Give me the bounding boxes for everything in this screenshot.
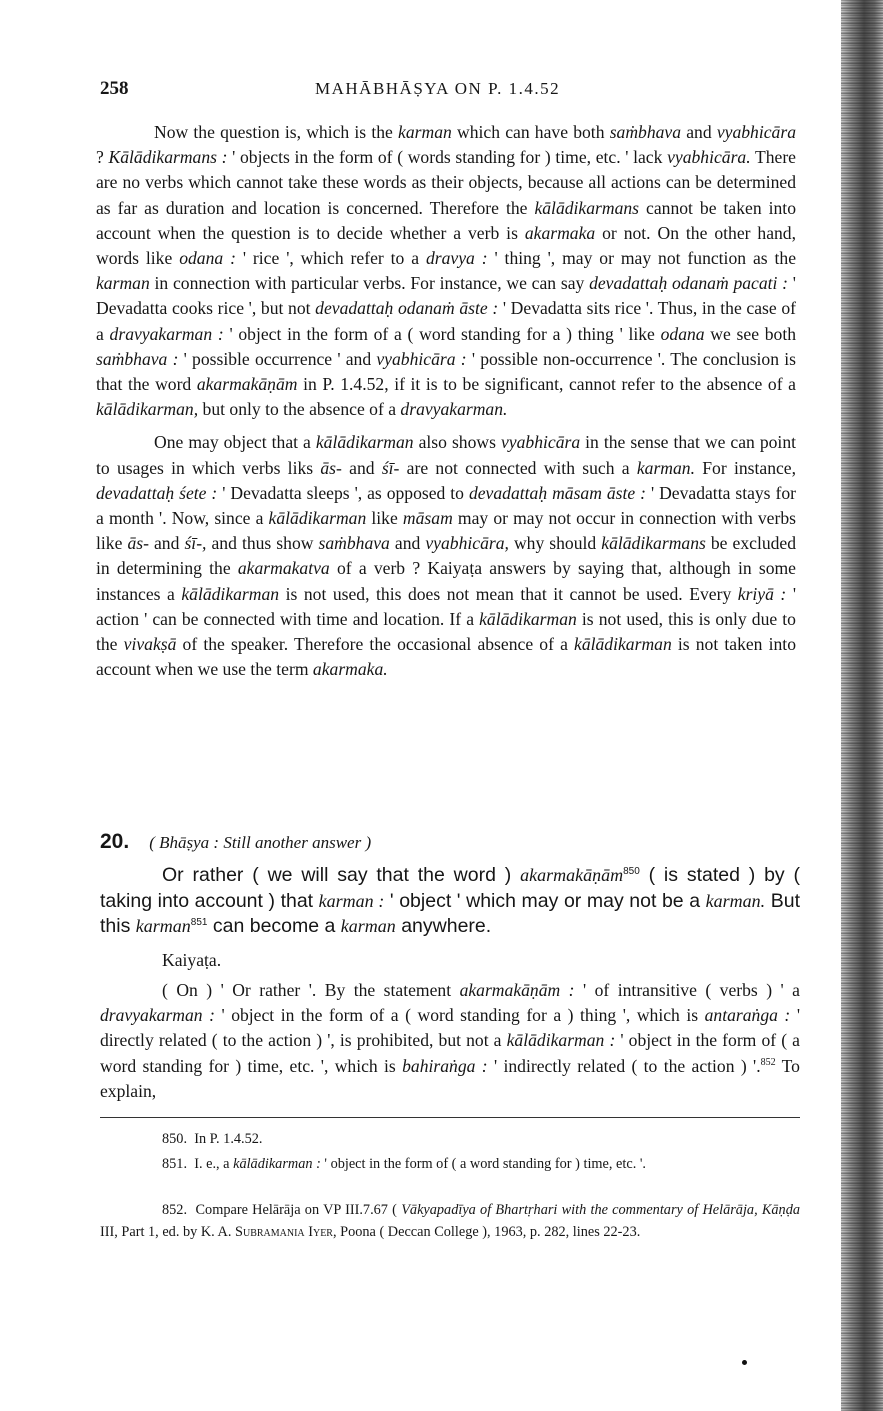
- footnote-number: 852.: [162, 1202, 188, 1218]
- term: kālādikarmans: [601, 533, 706, 554]
- term: devadattaḥ māsam āste :: [468, 482, 647, 503]
- term: saṁbhava: [609, 122, 682, 142]
- text-run: ( On ) ' Or rather '. By the statement: [162, 980, 460, 1000]
- section-heading: [100, 830, 800, 860]
- ink-speck: [742, 1360, 747, 1365]
- term: bahiraṅga :: [402, 1055, 488, 1076]
- text-run: and: [148, 533, 185, 554]
- text-run: ' possible non-occurrence '. The conclusion is that the word: [96, 348, 796, 395]
- term: saṁbhava: [318, 533, 390, 554]
- term: dravya :: [425, 248, 488, 269]
- term: ās-: [127, 533, 149, 554]
- term: karman: [398, 122, 452, 142]
- page-header: [100, 78, 800, 102]
- text-run: To explain,: [100, 1055, 800, 1101]
- term: kālādikarman: [574, 634, 672, 655]
- footnote-number: 851.: [162, 1156, 188, 1172]
- term: karman: [96, 273, 150, 294]
- text-run: of a verb ? Kaiyaṭa answers by saying that, although in some instances a: [96, 558, 796, 604]
- author-name: Subramania Iyer: [235, 1224, 333, 1240]
- term: kālādikarmans: [534, 197, 640, 218]
- term: māsam: [402, 508, 453, 529]
- term: vyabhicāra: [500, 432, 581, 453]
- term: karman.: [705, 890, 766, 911]
- text-run: ' rice ', which refer to a: [235, 248, 426, 269]
- term: kālādikarman: [268, 508, 367, 529]
- text-run: ' object in the form of a ( word standing for a ) thing ', which is: [214, 1005, 705, 1026]
- text-run: is not taken into account when we use the term: [96, 634, 796, 680]
- text-run: in the sense that we can point to usages in which verbs liks: [96, 432, 797, 478]
- text-run: can become a: [207, 915, 341, 937]
- text-run: be excluded in determining the: [96, 533, 797, 579]
- text-run: but only to the absence of a: [198, 399, 401, 420]
- term: vyabhicāra.: [667, 147, 751, 168]
- term: akarmakāṇām: [520, 865, 624, 885]
- section-number: 20.: [100, 830, 130, 853]
- term: vyabhicāra :: [376, 348, 467, 369]
- text-run: ' action ' can be connected with time and location. If a: [96, 583, 796, 629]
- term: odana: [660, 323, 705, 344]
- text-run: ' object in the form of a ( word standing for a ) thing ' like: [223, 323, 661, 344]
- text-run: and: [681, 122, 717, 142]
- text-run: are not connected with such a: [399, 457, 637, 478]
- text-run: There are no verbs which cannot take these words as their objects, because all actions can be determined as far as duration and location is concerned. Therefore the: [96, 147, 796, 218]
- kaiyata-text: [100, 978, 800, 1104]
- term: kālādikarman :: [506, 1030, 616, 1051]
- term: kālādikarman: [315, 432, 414, 453]
- text-run: or not. On the other hand, words like: [96, 222, 797, 269]
- text-run: why should: [508, 533, 602, 554]
- term: vyabhicāra: [716, 122, 796, 142]
- text-run: Now the question is, which is the: [154, 122, 399, 142]
- term: akarmaka.: [312, 659, 388, 680]
- bhasya-text: [100, 863, 800, 940]
- term: karman :: [318, 890, 385, 911]
- footnote-ref: 850: [623, 866, 640, 877]
- book-spine-shadow: [841, 0, 883, 1411]
- text-run: cannot be taken into account when the question is to decide whether a verb is: [96, 197, 796, 243]
- text-run: ' possible occurrence ' and: [178, 348, 377, 369]
- text-run: ' object in the form of ( a word standing for ) time, etc. ', which is: [100, 1030, 800, 1076]
- term: vivakṣā: [123, 634, 177, 655]
- footnote-number: 850.: [162, 1131, 188, 1147]
- term: devadattaḥ śete :: [96, 482, 218, 503]
- footnote-ref: 852: [760, 1056, 776, 1068]
- footnote-text: III, Part 1, ed. by K. A.: [100, 1224, 236, 1240]
- text-run: ' Devadatta cooks rice ', but not: [96, 273, 796, 319]
- term: akarmaka: [524, 222, 596, 243]
- text-run: is not used, this is only due to the: [96, 608, 796, 655]
- term: antaraṅga :: [704, 1005, 791, 1026]
- text-run: may or may not occur in connection with verbs like: [96, 508, 796, 554]
- paragraph-2: [96, 430, 796, 682]
- term: kālādikarman: [181, 583, 280, 604]
- term: vyabhicāra,: [425, 533, 509, 554]
- term: dravyakarman.: [400, 399, 508, 420]
- text-run: like: [366, 508, 403, 529]
- footnote-850: [100, 1128, 800, 1150]
- page-number: 258: [100, 78, 129, 99]
- footnote-ref: 851: [190, 917, 208, 928]
- text-run: in P. 1.4.52, if it is to be significant, cannot refer to the absence of a: [297, 374, 796, 395]
- term: karman.: [636, 457, 695, 478]
- term: devadattaḥ odanaṁ āste :: [315, 298, 499, 319]
- paragraph-1: [96, 120, 796, 422]
- text-run: ' Devadatta sits rice '. Thus, in the case of a: [96, 298, 796, 344]
- term: akarmakāṇām: [196, 374, 298, 395]
- footnote-divider: [100, 1117, 800, 1118]
- text-run: ' objects in the form of ( words standing for ) time, etc. ' lack: [227, 147, 668, 168]
- term: akarmakatva: [237, 558, 330, 579]
- running-head: MAHĀBHĀṢYA ON P. 1.4.52: [315, 79, 561, 98]
- footnote-text: ' object in the form of ( a word standing for ) time, etc. '.: [320, 1156, 646, 1172]
- text-run: ' Devadatta stays for a month '. Now, since a: [96, 482, 796, 529]
- footnote-text: Compare Helārāja on VP III.7.67 (: [195, 1202, 402, 1218]
- term: kriyā :: [737, 583, 787, 604]
- footnote-852: [100, 1199, 800, 1243]
- text-run: and thus show: [206, 533, 319, 554]
- text-run: is not used, this does not mean that it cannot be used. Every: [279, 583, 738, 604]
- text-run: and: [341, 457, 382, 478]
- term: dravyakarman :: [109, 323, 224, 344]
- text-run: One may object that a: [154, 432, 316, 453]
- text-run: Or rather ( we will say that the word ): [162, 864, 521, 886]
- kaiyata-label: Kaiyaṭa.: [162, 950, 222, 970]
- book-title: Vākyapadīya of Bhartṛhari with the commentary of Helārāja, Kāṇḍa: [401, 1202, 801, 1218]
- term: Kālādikarmans :: [108, 147, 228, 168]
- text-run: of the speaker. Therefore the occasional absence of a: [176, 634, 575, 655]
- text-run: which can have both: [451, 122, 610, 142]
- text-run: ' directly related ( to the action ) ', is prohibited, but not a: [100, 1005, 800, 1051]
- term: śī-: [381, 457, 400, 478]
- term: akarmakāṇām :: [459, 980, 575, 1000]
- footnote-text: , Poona ( Deccan College ), 1963, p. 282, lines 22-23.: [332, 1224, 641, 1240]
- text-run: ?: [96, 147, 109, 168]
- text-run: ' Devadatta sleeps ', as opposed to: [217, 482, 469, 503]
- term: karman: [340, 916, 396, 936]
- text-run: ( is stated ) by ( taking into account ) that: [100, 864, 800, 912]
- text-run: in connection with particular verbs. For instance, we can say: [149, 273, 590, 294]
- term: odana :: [179, 248, 236, 269]
- main-text: [96, 120, 796, 682]
- term: śī-,: [184, 533, 207, 554]
- text-run: also shows: [413, 432, 501, 453]
- term: kālādikarman: [479, 608, 577, 629]
- text-run: ' indirectly related ( to the action ) '.: [487, 1055, 761, 1076]
- term: saṁbhava :: [96, 348, 179, 369]
- term: kālādikarman,: [96, 399, 199, 420]
- section-title: ( Bhāṣya : Still another answer ): [149, 833, 372, 852]
- footnote-851: [100, 1153, 800, 1175]
- footnote-text: In P. 1.4.52.: [194, 1131, 263, 1147]
- text-run: ' object ' which may or may not be a: [384, 889, 706, 912]
- text-run: ' of intransitive ( verbs ) ' a: [574, 980, 800, 1000]
- term: kālādikarman :: [233, 1156, 321, 1172]
- footnote-text: I. e., a: [194, 1156, 234, 1172]
- text-run: For instance,: [695, 457, 797, 478]
- text-run: we see both: [704, 323, 797, 344]
- text-run: anywhere.: [395, 915, 492, 937]
- text-run: But this: [100, 889, 801, 937]
- term: ās-: [320, 457, 342, 478]
- term: devadattaḥ odanaṁ pacati :: [589, 273, 789, 294]
- text-run: and: [389, 533, 426, 554]
- term: dravyakarman :: [100, 1005, 215, 1026]
- term: karman: [135, 916, 191, 936]
- text-run: ' thing ', may or may not function as the: [487, 248, 796, 269]
